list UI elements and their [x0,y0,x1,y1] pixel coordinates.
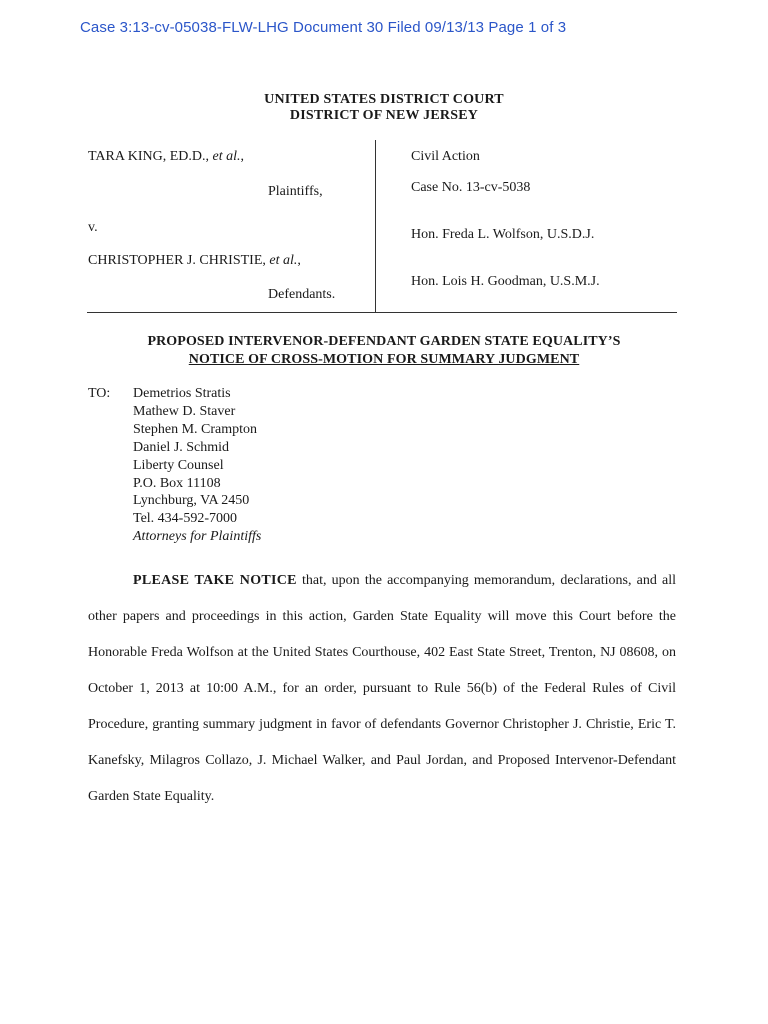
notice-lead: PLEASE TAKE NOTICE [133,573,297,588]
addressee-line: Stephen M. Crampton [133,421,258,437]
defendant-comma: , [297,253,301,268]
addressee-line: Tel. 434-592-7000 [133,511,238,527]
title-line2 [0,351,768,369]
title-line2-text: NOTICE OF CROSS-MOTION FOR SUMMARY JUDGMENT [188,352,580,367]
court-heading [0,92,768,124]
notice-paragraph [88,563,676,815]
plaintiff-name [88,149,244,165]
defendant-name-text: CHRISTOPHER J. CHRISTIE, [88,253,270,268]
addressee-line: Mathew D. Staver [133,403,236,419]
notice-text: that, upon the accompanying memorandum, declarations, and all other papers and proceedings in this action, Garden State Equality will move this Court before the Honorable Freda Wolfson at the United States Courthouse, 402 East State Street, Trenton, NJ 08608, on October 1, 2013 at 10:00 A.M., for an order, pursuant to Rule 56(b) of the Federal Rules of Civil Procedure, granting summary judgment in favor of defendants Governor Christopher J. Christie, Eric T. Kanefsky, Milagros Collazo, J. Michael Walker, and Paul Jordan, and Proposed Intervenor-Defendant Garden State Equality. [88,573,676,804]
notice-body [88,563,676,815]
judge-district: Hon. Freda L. Wolfson, U.S.D.J. [411,227,595,242]
addressee-line: Liberty Counsel [133,457,224,473]
civil-action: Civil Action [411,149,480,164]
judge-magistrate: Hon. Lois H. Goodman, U.S.M.J. [411,274,600,289]
title-line1: PROPOSED INTERVENOR-DEFENDANT GARDEN STATE EQUALITY’S [147,334,621,349]
attorneys-for-plaintiffs: Attorneys for Plaintiffs [133,529,262,545]
caption-divider-horizontal [87,312,677,313]
addressee-line: Demetrios Stratis [133,386,231,401]
caption-divider-vertical [375,140,376,312]
addressee-block [133,385,261,546]
to-label: TO: [88,386,111,401]
versus: v. [88,220,98,235]
plaintiff-comma: , [240,149,244,164]
defendant-etal: et al. [269,253,298,268]
document-title [0,333,768,369]
court-name: UNITED STATES DISTRICT COURT [264,92,504,107]
addressee-line: Daniel J. Schmid [133,439,230,455]
addressee-line: Lynchburg, VA 2450 [133,493,250,509]
ecf-header-stamp: Case 3:13-cv-05038-FLW-LHG Document 30 Filed 09/13/13 Page 1 of 3 [80,19,567,36]
defendants-label: Defendants. [268,287,336,302]
defendant-name [88,253,301,269]
court-district: DISTRICT OF NEW JERSEY [289,108,479,123]
case-number: Case No. 13-cv-5038 [411,180,531,195]
plaintiff-etal: et al. [212,149,241,164]
plaintiff-name-text: TARA KING, ED.D., [88,149,213,164]
plaintiffs-label: Plaintiffs, [268,184,323,199]
addressee-line: P.O. Box 11108 [133,475,221,491]
